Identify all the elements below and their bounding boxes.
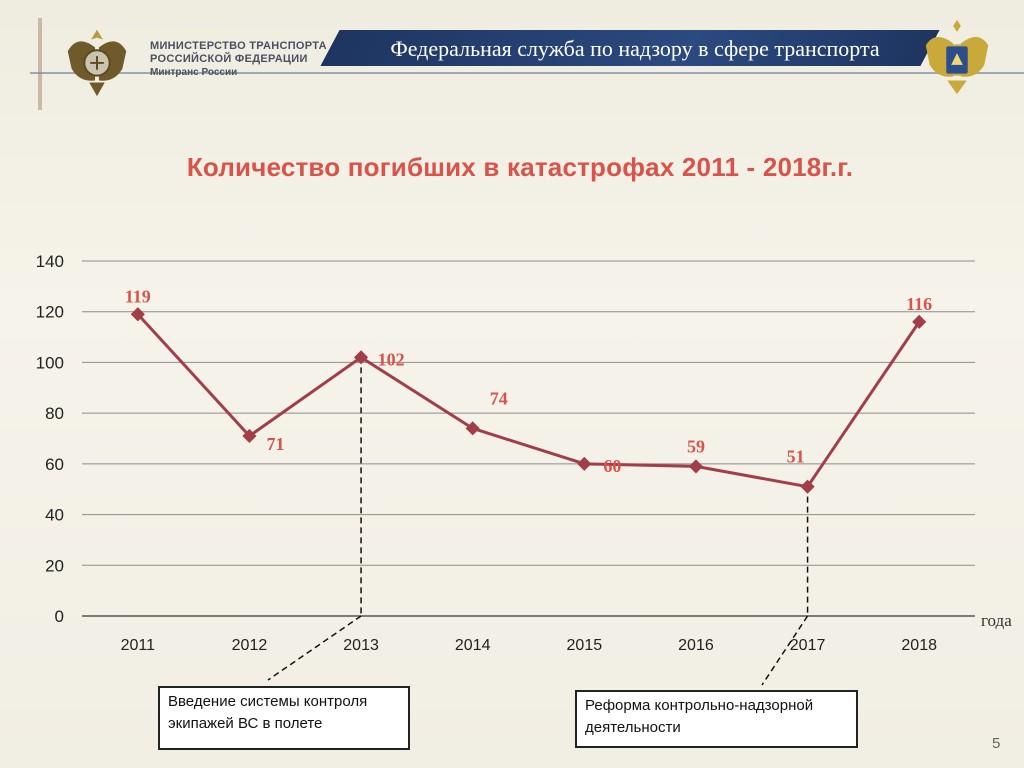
y-tick-label-80: 80	[45, 404, 64, 424]
data-label-2012: 71	[266, 433, 285, 454]
y-tick-label-40: 40	[45, 505, 64, 525]
annotation-box-2013: Введение системы контроля экипажей ВС в полете	[158, 686, 410, 750]
page-number: 5	[992, 735, 1001, 752]
data-point-2014	[466, 421, 480, 435]
y-tick-label-20: 20	[45, 556, 64, 576]
x-tick-label-2014: 2014	[454, 637, 491, 654]
x-tick-label-2012: 2012	[231, 637, 268, 654]
data-label-2014: 74	[489, 388, 508, 409]
annotation-box-2017: Реформа контрольно-надзорной деятельности	[575, 690, 858, 748]
data-label-2016: 59	[686, 436, 705, 457]
x-tick-label-2011: 2011	[120, 637, 156, 654]
y-tick-label-0: 0	[54, 607, 64, 626]
y-tick-label-120: 120	[35, 302, 64, 322]
x-tick-label-2018: 2018	[901, 637, 937, 654]
data-label-2011: 119	[124, 286, 151, 307]
ministry-line3: Минтранс России	[150, 67, 238, 78]
data-label-2018: 116	[906, 293, 933, 314]
service-title: Федеральная служба по надзору в сфере транспорта	[390, 36, 880, 61]
x-axis-label: года	[981, 611, 1012, 630]
x-tick-label-2015: 2015	[566, 637, 603, 654]
ministry-line2: РОССИЙСКОЙ ФЕДЕРАЦИИ	[150, 53, 308, 65]
y-tick-label-140: 140	[35, 252, 64, 271]
ministry-line1: МИНИСТЕРСТВО ТРАНСПОРТА	[150, 40, 327, 52]
x-tick-label-2016: 2016	[678, 637, 714, 654]
data-label-2017: 51	[786, 446, 805, 467]
data-point-2016	[689, 459, 703, 473]
data-label-2015: 60	[603, 455, 622, 476]
y-tick-label-60: 60	[45, 454, 64, 474]
y-tick-label-100: 100	[35, 353, 64, 373]
x-tick-label-2017: 2017	[789, 637, 826, 654]
data-point-2015	[577, 457, 591, 471]
chart-title: Количество погибших в катастрофах 2011 - 2018г.г.	[186, 152, 854, 182]
data-label-2013: 102	[377, 349, 405, 370]
x-tick-label-2013: 2013	[343, 637, 379, 654]
